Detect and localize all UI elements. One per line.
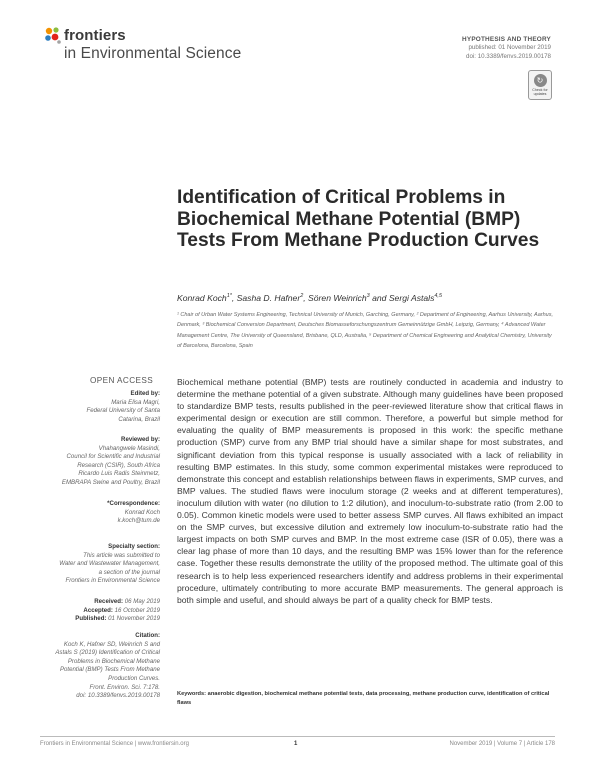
- keywords: [177, 690, 563, 707]
- citation-line: Potential (BMP) Tests From Methane: [59, 666, 160, 674]
- author-name[interactable]: Sasha D. Hafner: [236, 293, 301, 303]
- footer-journal[interactable]: Frontiers in Environmental Science | www.frontiersin.org: [40, 741, 189, 747]
- journal-name: in Environmental Science: [64, 45, 242, 62]
- article-meta: [462, 36, 551, 61]
- received-label: Received:: [94, 598, 124, 605]
- keywords-list: anaerobic digestion, biochemical methane potential tests, data processing, methane production curve, identification of critical flaws: [177, 691, 550, 706]
- reviewed-by: [40, 436, 160, 488]
- published-label: Published:: [75, 615, 107, 623]
- citation-label: Citation:: [135, 632, 160, 639]
- abstract: Biochemical methane potential (BMP) tests are routinely conducted in academia and industry to determine the methane potential of a given substrate. Although many guidelines have been proposed to standardize BMP tests, results published in the peer-reviewed literature show that critical flaws in experimental design or execution are still common. Therefore, a powerful but simple method for evaluating the quality of BMP measurements is proposed in this work: the specific methane production (SMP) curve from any BMP trial should have a similar shape for most substrates, and significant deviation from this typical response is usually associated with a lack of reliability in resulting BMP estimates. In this study, some common experimental mistakes were reproduced to demonstrate this concept and establish relationships between flaws in experiments, SMP curves, and BMP values. The studied flaws were inoculum storage (2 weeks and at different temperatures), inoculum dilution with water (no dilution to 1:2 dilution), and inoculum-to-substrate ratio (from 2.00 to 0.05). Common kinetic models were used to better assess SMP curves. All flaws exhibited an impact on the SMP curves, but excessive dilution and extremely low inoculum-to-substrate ratio had the largest impacts on both SMP curves and BMP. In the most extreme case (ISR of 0.05), there was a clear lag phase of more than 10 days, and the resulting BMP was 15% lower than for the reference case. Together these results demonstrate the utility of the proposed method. The ultimate goal of this research is to help less experienced researchers identify and address problems in their experimental procedure, ultimately contributing to more accurate BMP measurements. The general approach is both simple and useful, and should always be part of a quality check for BMP tests.: [177, 377, 563, 605]
- author-name[interactable]: Konrad Koch: [177, 293, 227, 303]
- affiliations: ¹ Chair of Urban Water Systems Engineering, Technical University of Munich, Garching, Germany, ² Department of Engineering, Aarhus University, Aarhus, Denmark, ³ Biochemical Conversion Department, Deutsches Biomasseforschungszentrum Gemeinnützige GmbH, Leipzig, Germany, ⁴ Advanced Water Management Centre, The University of Queensland, Brisbane, QLD, Australia, ⁵ Department of Chemical Engineering and Analytical Chemistry, University of Barcelona, Barcelona, Spain: [177, 312, 553, 349]
- doi[interactable]: doi: 10.3389/fenvs.2019.00178: [466, 52, 551, 60]
- author-sup: 3: [366, 293, 370, 300]
- correspondence-label: *Correspondence:: [107, 500, 160, 507]
- citation-line: Front. Environ. Sci. 7:178.: [89, 683, 160, 691]
- reviewed-by-label: Reviewed by:: [121, 436, 160, 443]
- check-label-1: Check for: [532, 88, 548, 92]
- check-label-2: updates: [533, 92, 547, 97]
- reviewer-line: Ricardo Luis Radis Steinmetz,: [78, 470, 160, 478]
- specialty-line: a section of the journal: [98, 568, 160, 576]
- journal-logo: [44, 26, 244, 66]
- correspondence-email[interactable]: k.koch@tum.de: [117, 517, 160, 525]
- author-sup: 1*: [226, 293, 232, 300]
- published-date-side: 01 November 2019: [108, 615, 160, 623]
- reviewer-line: Council for Scientific and Industrial: [66, 453, 160, 461]
- specialty-line: Water and Wastewater Management,: [59, 560, 160, 568]
- frontiers-logo-icon: [44, 26, 62, 46]
- dates: [40, 598, 160, 624]
- reviewer-line: Vhahangwele Masindi,: [98, 444, 160, 452]
- refresh-icon: ↻: [534, 74, 547, 87]
- correspondence: [40, 500, 160, 526]
- editor-line: Maria Elisa Magri,: [111, 398, 160, 406]
- article-title: Identification of Critical Problems in Biochemical Methane Potential (BMP) Tests From Methane Production Curves: [177, 187, 540, 251]
- editor-line: Catarina, Brazil: [118, 415, 160, 423]
- footer-volume: November 2019 | Volume 7 | Article 178: [449, 741, 555, 747]
- correspondence-name: Konrad Koch: [124, 508, 160, 516]
- footer-divider: [40, 736, 555, 737]
- open-access-label: OPEN ACCESS: [90, 376, 154, 385]
- citation-line: Production Curves.: [108, 674, 160, 682]
- edited-by-label: Edited by:: [130, 390, 160, 397]
- citation-line: Problems in Biochemical Methane: [67, 657, 160, 665]
- keywords-label: Keywords:: [177, 691, 207, 697]
- edited-by: [40, 390, 160, 424]
- page-number: 1: [294, 741, 298, 747]
- citation-line: Astals S (2019) Identification of Critical: [55, 649, 160, 657]
- received-date: 06 May 2019: [124, 598, 160, 605]
- author-sup: 2: [300, 293, 304, 300]
- specialty-line: Frontiers in Environmental Science: [65, 577, 160, 585]
- editor-line: Federal University of Santa: [86, 407, 160, 415]
- specialty-section: [40, 543, 160, 586]
- author-sup: 4,5: [434, 293, 443, 300]
- check-for-updates-button[interactable]: [528, 70, 552, 100]
- specialty-label: Specialty section:: [108, 543, 160, 550]
- accepted-label: Accepted:: [83, 606, 113, 614]
- author-name[interactable]: Sergi Astals: [388, 293, 435, 303]
- published-date: published: 01 November 2019: [468, 44, 551, 52]
- article-type: HYPOTHESIS AND THEORY: [462, 36, 551, 43]
- author-list: Konrad Koch$^{1*}$, Sasha D. Hafner$^2$, Sören Weinrich$^3$ and Sergi Astals$^{4,5}$: [177, 293, 443, 303]
- author-name[interactable]: Sören Weinrich: [308, 293, 367, 303]
- accepted-date: 16 October 2019: [114, 606, 160, 614]
- citation: [40, 632, 160, 701]
- reviewer-line: Research (CSIR), South Africa: [77, 461, 160, 469]
- reviewer-line: EMBRAPA Swine and Poultry, Brazil: [61, 478, 160, 486]
- citation-line[interactable]: doi: 10.3389/fenvs.2019.00178: [76, 692, 160, 700]
- specialty-line: This article was submitted to: [83, 551, 160, 559]
- citation-line: Koch K, Hafner SD, Weinrich S and: [63, 640, 160, 648]
- publisher-name: frontiers: [64, 27, 126, 44]
